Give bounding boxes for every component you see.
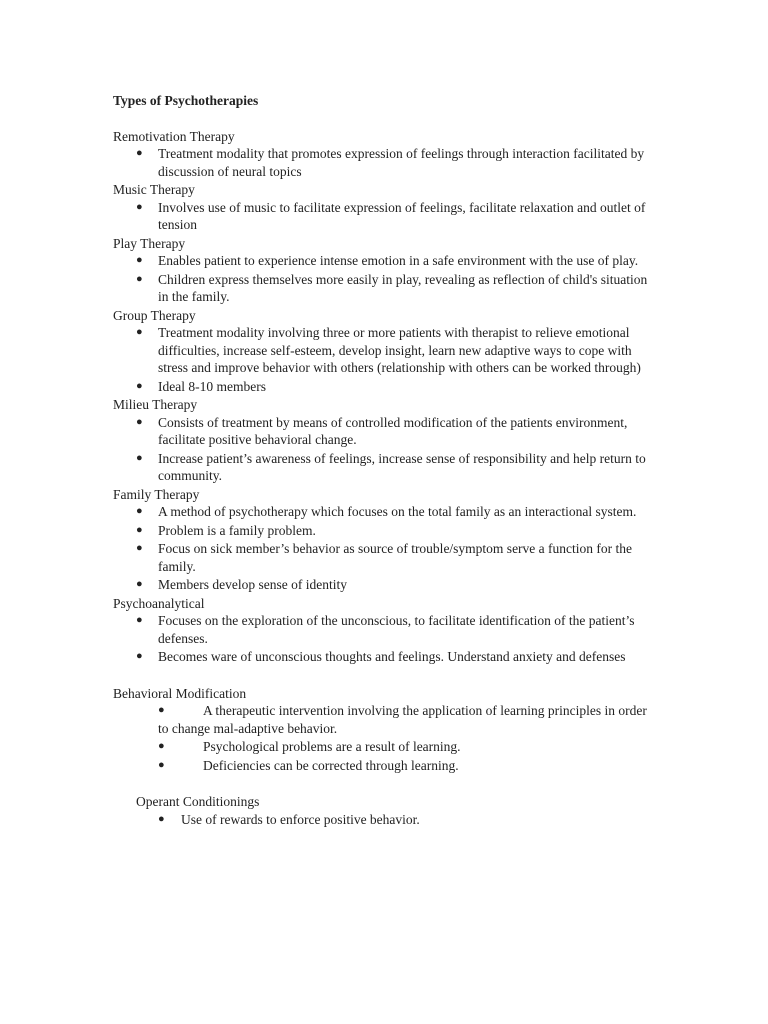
list-item: [113, 252, 658, 270]
list-item-text: Treatment modality that promotes expression of feelings through interaction facilitated by discussion of neural topics: [158, 146, 645, 179]
spacer: [113, 667, 658, 685]
section-heading-behavioral: Behavioral Modification: [113, 685, 247, 701]
list-item: [113, 702, 658, 737]
list-item: [113, 271, 658, 306]
list-item: [113, 414, 658, 449]
document-title: Types of Psychotherapies: [113, 93, 259, 108]
bullet-icon: ●: [158, 704, 165, 716]
list-item: [113, 522, 658, 540]
list-item: [113, 811, 658, 829]
bullet-icon: ●: [136, 379, 143, 392]
section-heading: Music Therapy: [113, 182, 195, 197]
section-heading: Milieu Therapy: [113, 397, 198, 412]
list-item: [113, 757, 658, 775]
bullet-icon: ●: [136, 326, 143, 338]
section-heading: Remotivation Therapy: [113, 128, 235, 144]
spacer: [113, 775, 658, 793]
list-item: [113, 145, 658, 180]
bullet-icon: ●: [136, 650, 143, 662]
list-item: [113, 738, 658, 756]
list-item: [113, 450, 658, 485]
bullet-list: [113, 503, 658, 594]
list-item-text: Involves use of music to facilitate expression of feelings, facilitate relaxation and outlet of tension: [158, 199, 646, 232]
list-item-text: Children express themselves more easily in play, revealing as reflection of child's situation in the family.: [158, 271, 648, 304]
list-item-text: Focus on sick member’s behavior as source of trouble/symptom serve a function for the family.: [158, 541, 633, 574]
bullet-icon: ●: [136, 200, 143, 213]
document-page: [113, 92, 658, 828]
list-item: [113, 648, 658, 666]
list-item: [113, 612, 658, 647]
bullet-list: [113, 199, 658, 234]
bullet-list: [113, 252, 658, 306]
list-item-text: Increase patient’s awareness of feelings, increase sense of responsibility and help return to community.: [158, 450, 646, 483]
bullet-icon: ●: [136, 523, 143, 536]
operant-list: [113, 811, 658, 829]
behavioral-list: [113, 702, 658, 774]
bullet-icon: ●: [136, 614, 143, 626]
bullet-icon: ●: [158, 812, 165, 825]
list-item-text: Enables patient to experience intense emotion in a safe environment with the use of play.: [158, 253, 639, 268]
list-item: [113, 324, 658, 377]
section-heading: Psychoanalytical: [113, 595, 205, 611]
bullet-icon: ●: [136, 254, 143, 266]
bullet-icon: ●: [136, 147, 143, 159]
therapy-sections: [113, 128, 658, 666]
list-item-text: Treatment modality involving three or more patients with therapist to relieve emotional difficulties, increase self-esteem, develop insight, learn new adaptive ways to cope with stress and improve behavior with others (relationship with others can be worked through): [158, 325, 641, 375]
section-heading: Group Therapy: [113, 307, 196, 323]
list-item-text: Deficiencies can be corrected through learning.: [203, 757, 459, 773]
bullet-icon: ●: [136, 578, 143, 590]
list-item: [113, 378, 658, 396]
list-item-text: A method of psychotherapy which focuses on the total family as an interactional system.: [158, 504, 637, 519]
list-item-text: Ideal 8-10 members: [158, 378, 266, 394]
list-item-text: Members develop sense of identity: [158, 577, 347, 592]
bullet-list: [113, 414, 658, 485]
bullet-list: [113, 324, 658, 395]
list-item-text: Psychological problems are a result of learning.: [203, 739, 461, 754]
list-item-text: Focuses on the exploration of the unconscious, to facilitate identification of the patient’s defenses.: [158, 613, 635, 646]
list-item-text: Becomes ware of unconscious thoughts and feelings. Understand anxiety and defenses: [158, 649, 626, 664]
list-item: [113, 576, 658, 594]
section-heading-operant: Operant Conditionings: [136, 794, 260, 809]
list-item: [113, 503, 658, 521]
list-item-text: Use of rewards to enforce positive behavior.: [181, 811, 420, 827]
bullet-icon: ●: [158, 758, 165, 771]
list-item-text: A therapeutic intervention involving the application of learning principles in order to change mal-adaptive behavior.: [158, 703, 647, 736]
bullet-list: [113, 612, 658, 666]
list-item: [113, 199, 658, 234]
bullet-icon: ●: [136, 451, 143, 464]
bullet-icon: ●: [158, 740, 165, 752]
list-item-text: Consists of treatment by means of controlled modification of the patients environment, facilitate positive behavioral change.: [158, 414, 628, 447]
list-item-text: Problem is a family problem.: [158, 522, 316, 538]
bullet-icon: ●: [136, 272, 143, 285]
list-item: [113, 540, 658, 575]
section-heading: Family Therapy: [113, 486, 200, 502]
bullet-icon: ●: [136, 415, 143, 428]
bullet-icon: ●: [136, 505, 143, 517]
bullet-icon: ●: [136, 542, 143, 554]
section-heading: Play Therapy: [113, 235, 186, 251]
bullet-list: [113, 145, 658, 180]
